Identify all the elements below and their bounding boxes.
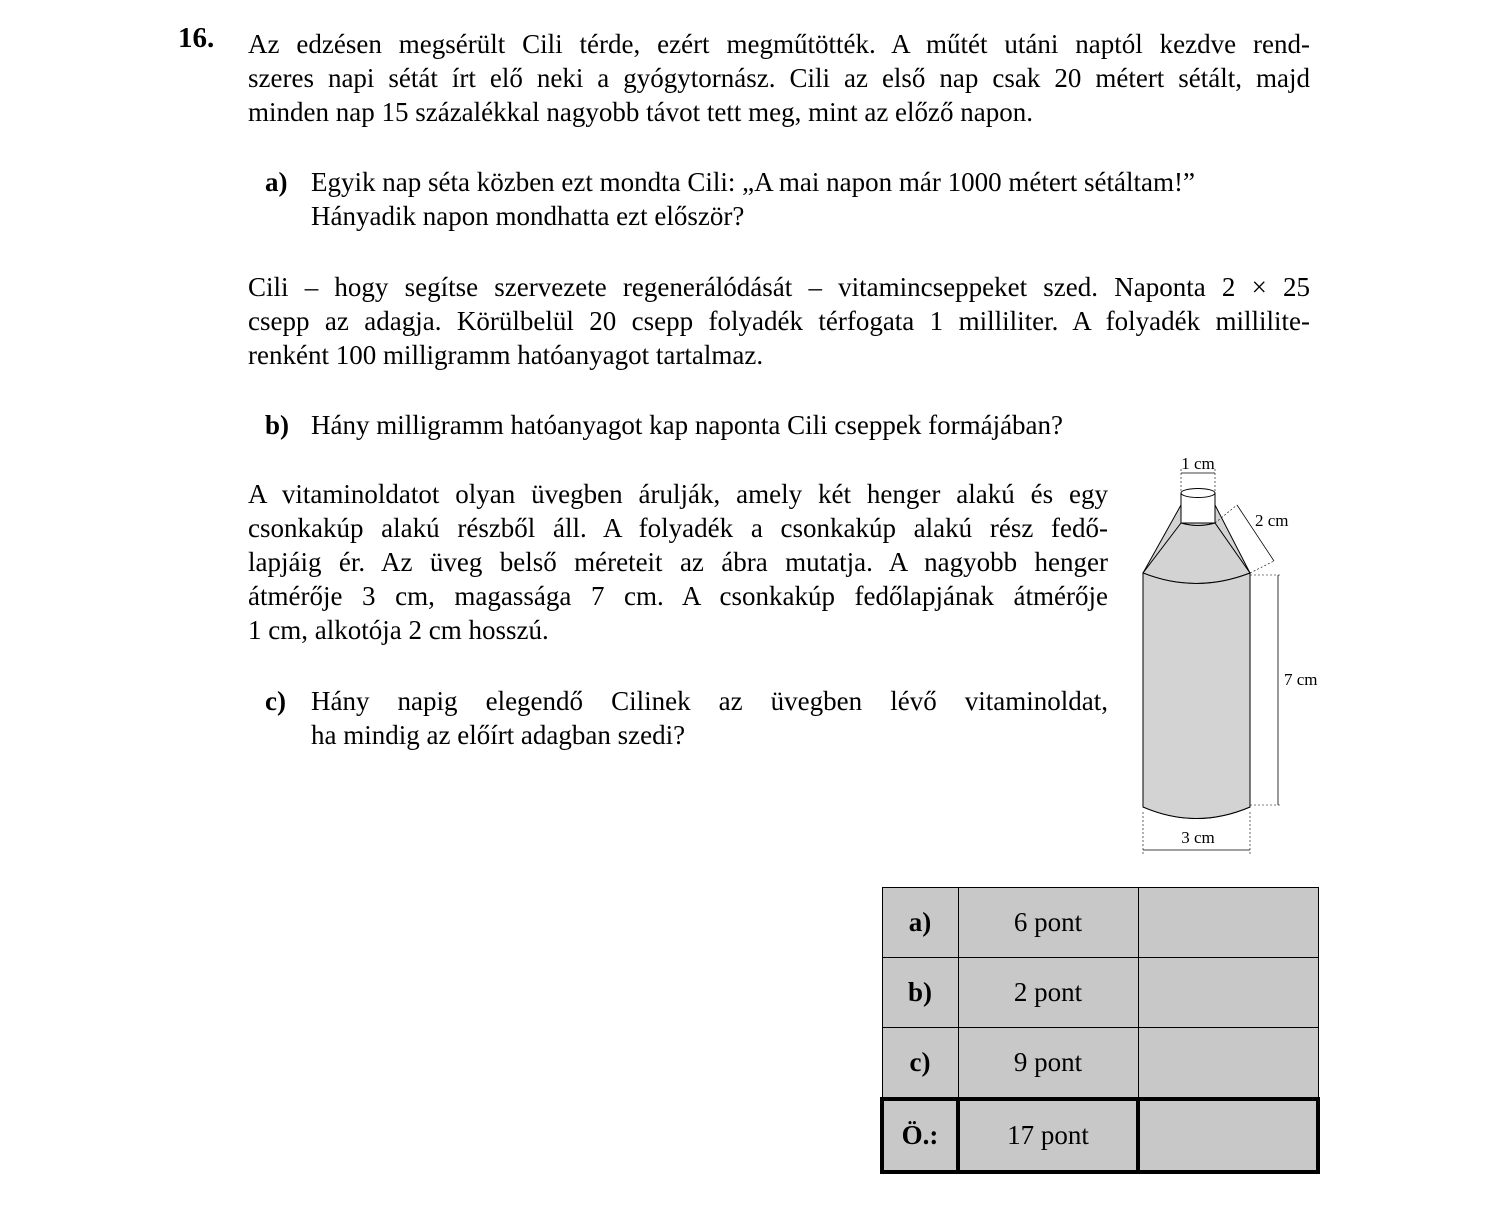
bottle-line: lapjáig ér. Az üveg belső méreteit az ábra mutatja. A nagyobb henger (248, 547, 1108, 577)
label-cylinder-height: 7 cm (1284, 670, 1318, 689)
bottle-frustum (1143, 523, 1250, 584)
bottle-line: csonkakúp alakú részből áll. A folyadék a csonkakúp alakú rész fedő- (248, 513, 1108, 543)
part-label-cell: a) (882, 888, 958, 958)
bottle-line: A vitaminoldatot olyan üvegben árulják, amely két henger alakú és egy (248, 479, 1108, 509)
total-points-cell: 17 pont (958, 1099, 1138, 1172)
intro-line: minden nap 15 százalékkal nagyobb távot tett meg, mint az előző napon. (248, 97, 1034, 127)
part-c-label: c) (265, 686, 286, 716)
bottle-cylinder (1143, 573, 1250, 819)
points-cell: 9 pont (958, 1028, 1138, 1100)
intro-line: szeres napi sétát írt elő neki a gyógytornász. Cili az első nap csak 20 métert sétált, majd (248, 63, 1310, 93)
part-a-line: Egyik nap séta közben ezt mondta Cili: „A mai napon már 1000 métert sétáltam!” (311, 167, 1195, 197)
part-b-line: Hány milligramm hatóanyagot kap naponta Cili cseppek formájában? (311, 410, 1064, 440)
total-label-cell: Ö.: (882, 1099, 958, 1172)
vitamin-paragraph (248, 270, 1310, 372)
label-bottom-diameter: 3 cm (1181, 828, 1215, 847)
intro-line: Az edzésen megsérült Cili térde, ezért megműtötték. A műtét utáni naptól kezdve rend- (248, 29, 1310, 59)
part-c-line: Hány napig elegendő Cilinek az üvegben lévő vitaminoldat, (311, 686, 1108, 716)
points-cell: 2 pont (958, 958, 1138, 1028)
bottle-line: átmérője 3 cm, magassága 7 cm. A csonkakúp fedőlapjának átmérője (248, 581, 1108, 611)
problem-number: 16. (178, 22, 215, 54)
total-row (882, 1099, 1318, 1172)
bottle-line: 1 cm, alkotója 2 cm hosszú. (248, 615, 549, 645)
vitamin-line: Cili – hogy segítse szervezete regenerálódását – vitamincseppeket szed. Naponta 2 × 25 (248, 272, 1310, 302)
label-slant-height: 2 cm (1255, 511, 1289, 530)
score-cell (1138, 888, 1318, 958)
part-label-cell: b) (882, 958, 958, 1028)
vitamin-line: csepp az adagja. Körülbelül 20 csepp folyadék térfogata 1 milliliter. A folyadék millilite- (248, 306, 1310, 336)
score-table (880, 887, 1320, 1174)
table-row (882, 958, 1318, 1028)
part-c-text (311, 684, 1108, 752)
part-a-line: Hányadik napon mondhatta ezt először? (311, 201, 745, 231)
part-b-label: b) (265, 410, 290, 440)
score-cell (1138, 958, 1318, 1028)
table-row (882, 888, 1318, 958)
bottle-paragraph (248, 477, 1108, 647)
total-score-cell (1138, 1099, 1318, 1172)
bottle-figure (1130, 448, 1350, 858)
table-row (882, 1028, 1318, 1100)
part-a-text (311, 165, 1195, 233)
score-cell (1138, 1028, 1318, 1100)
intro-paragraph (248, 27, 1310, 129)
points-cell: 6 pont (958, 888, 1138, 958)
vitamin-line: renként 100 milligramm hatóanyagot tartalmaz. (248, 340, 764, 370)
part-b-text (311, 408, 1063, 442)
part-c-line: ha mindig az előírt adagban szedi? (311, 720, 686, 750)
part-label-cell: c) (882, 1028, 958, 1100)
part-a-label: a) (265, 167, 288, 197)
bottle-neck-top (1181, 489, 1215, 498)
label-top-diameter: 1 cm (1181, 454, 1215, 473)
